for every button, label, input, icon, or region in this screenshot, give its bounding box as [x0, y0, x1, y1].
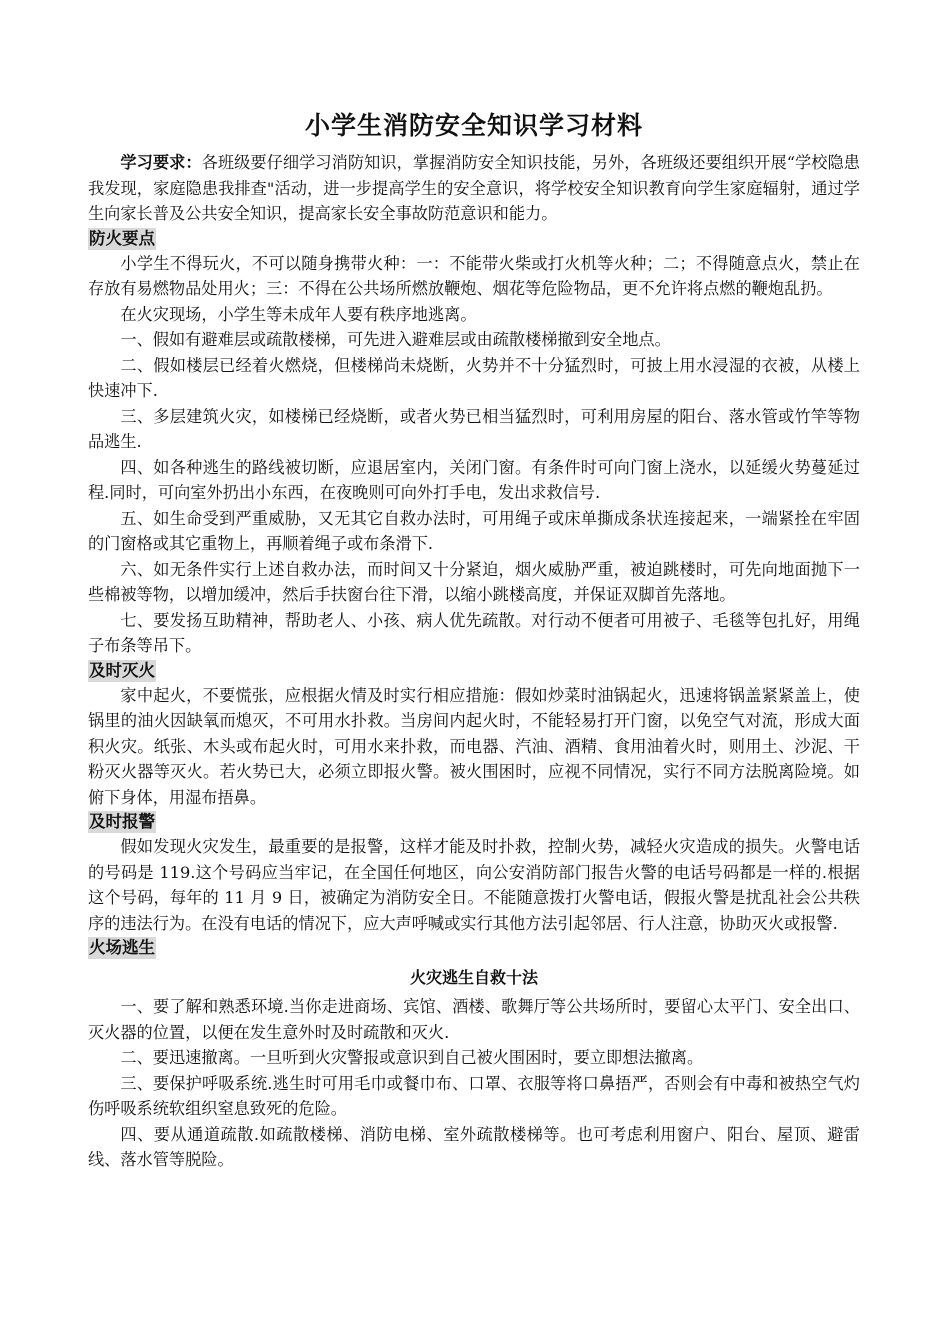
section-heading-row: [88, 810, 860, 834]
requirement-label: 学习要求：: [120, 153, 202, 172]
paragraph: 四、如各种逃生的路线被切断，应退居室内，关闭门窗。有条件时可向门窗上浇水，以延缓火势蔓延过程.同时，可向室外扔出小东西，在夜晚则可向外打手电，发出求救信号.: [88, 457, 860, 502]
escape-subtitle: 火灾逃生自救十法: [409, 968, 538, 987]
page-title: 小学生消防安全知识学习材料: [304, 111, 643, 140]
paragraph: 七、要发扬互助精神，帮助老人、小孩、病人优先疏散。对行动不便者可用被子、毛毯等包扎好，用绳子布条等吊下。: [88, 610, 860, 655]
paragraph: 家中起火，不要慌张，应根据火情及时实行相应措施：假如炒菜时油锅起火，迅速将锅盖紧紧盖上，使锅里的油火因缺氧而熄灭，不可用水扑救。当房间内起火时，不能轻易打开门窗，以免空气对流，形成大面积火灾。纸张、木头或布起火时，可用水来扑救，而电器、汽油、酒精、食用油着火时，则用土、沙泥、干粉灭火器等灭火。若火势已大，必须立即报火警。被火围困时，应视不同情况，实行不同方法脱离险境。如俯下身体，用湿布捂鼻。: [88, 685, 860, 807]
section-heading-fire-prevention: 防火要点: [89, 228, 155, 248]
document-page: [88, 108, 860, 1173]
paragraph: 三、要保护呼吸系统.逃生时可用毛巾或餐巾布、口罩、衣服等将口鼻捂严，否则会有中毒和被热空气灼伤呼吸系统软组织窒息致死的危险。: [88, 1073, 860, 1118]
paragraph: 六、如无条件实行上述自救办法，而时间又十分紧迫，烟火威胁严重，被迫跳楼时，可先向地面抛下一些棉被等物，以增加缓冲，然后手扶窗台往下滑，以缩小跳楼高度，并保证双脚首先落地。: [88, 559, 860, 604]
section-heading-report: 及时报警: [89, 812, 155, 831]
paragraph: 二、要迅速撤离。一旦听到火灾警报或意识到自己被火围困时，要立即想法撤离。: [120, 1048, 704, 1067]
requirement-text: 各班级要仔细学习消防知识，掌握消防安全知识技能，另外，各班级还要组织开展“学校隐患我发现，家庭隐患我排查"活动，进一步提高学生的安全意识，将学校安全知识教育向学生家庭辐射，通过学生向家长普及公共安全知识，提高家长安全事故防范意识和能力。: [88, 153, 860, 223]
section-heading-row: [88, 936, 860, 960]
section-heading-row: [88, 659, 860, 683]
paragraph: 一、假如有避难层或疏散楼梯，可先进入避难层或由疏散楼梯撤到安全地点。: [120, 330, 671, 349]
paragraph: 一、要了解和熟悉环境.当你走进商场、宾馆、酒楼、歌舞厅等公共场所时，要留心太平门、安全出口、灭火器的位置，以便在发生意外时及时疏散和灭火.: [88, 997, 860, 1042]
section-heading-row: [88, 227, 860, 251]
paragraph: 小学生不得玩火，不可以随身携带火种：一：不能带火柴或打火机等火种；二；不得随意点火，禁止在存放有易燃物品处用火；三：不得在公共场所燃放鞭炮、烟花等危险物品，更不允许将点燃的鞭炮乱扔。: [88, 253, 860, 298]
paragraph: 假如发现火灾发生，最重要的是报警，这样才能及时扑救，控制火势，减轻火灾造成的损失。火警电话的号码是 119.这个号码应当牢记，在全国任何地区，向公安消防部门报告火警的电话号码都是一样的.根据这个号码，每年的 11 月 9 日，被确定为消防安全日。不能随意拨打火警电话，假报火警是扰乱社会公共秩序的违法行为。在没有电话的情况下，应大声呼喊或实行其他方法引起邻居、行人注意，协助灭火或报警.: [88, 837, 860, 933]
section-heading-escape: 火场逃生: [89, 938, 155, 957]
requirement-paragraph: [88, 150, 860, 227]
paragraph: 三、多层建筑火灾，如楼梯已经烧断，或者火势已相当猛烈时，可利用房屋的阳台、落水管或竹竿等物品逃生.: [88, 406, 860, 451]
paragraph: 五、如生命受到严重威胁，又无其它自救办法时，可用绳子或床单撕成条状连接起来，一端紧拴在牢固的门窗格或其它重物上，再顺着绳子或布条滑下.: [88, 508, 860, 553]
paragraph: 二、假如楼层已经着火燃烧，但楼梯尚未烧断，火势并不十分猛烈时，可披上用水浸湿的衣被，从楼上快速冲下.: [88, 355, 860, 400]
section-heading-extinguish: 及时灭火: [89, 660, 155, 680]
paragraph: 在火灾现场，小学生等未成年人要有秩序地逃离。: [120, 304, 477, 324]
paragraph: 四、要从通道疏散.如疏散楼梯、消防电梯、室外疏散楼梯等。也可考虑利用窗户、阳台、屋顶、避雷线、落水管等脱险。: [88, 1124, 860, 1169]
